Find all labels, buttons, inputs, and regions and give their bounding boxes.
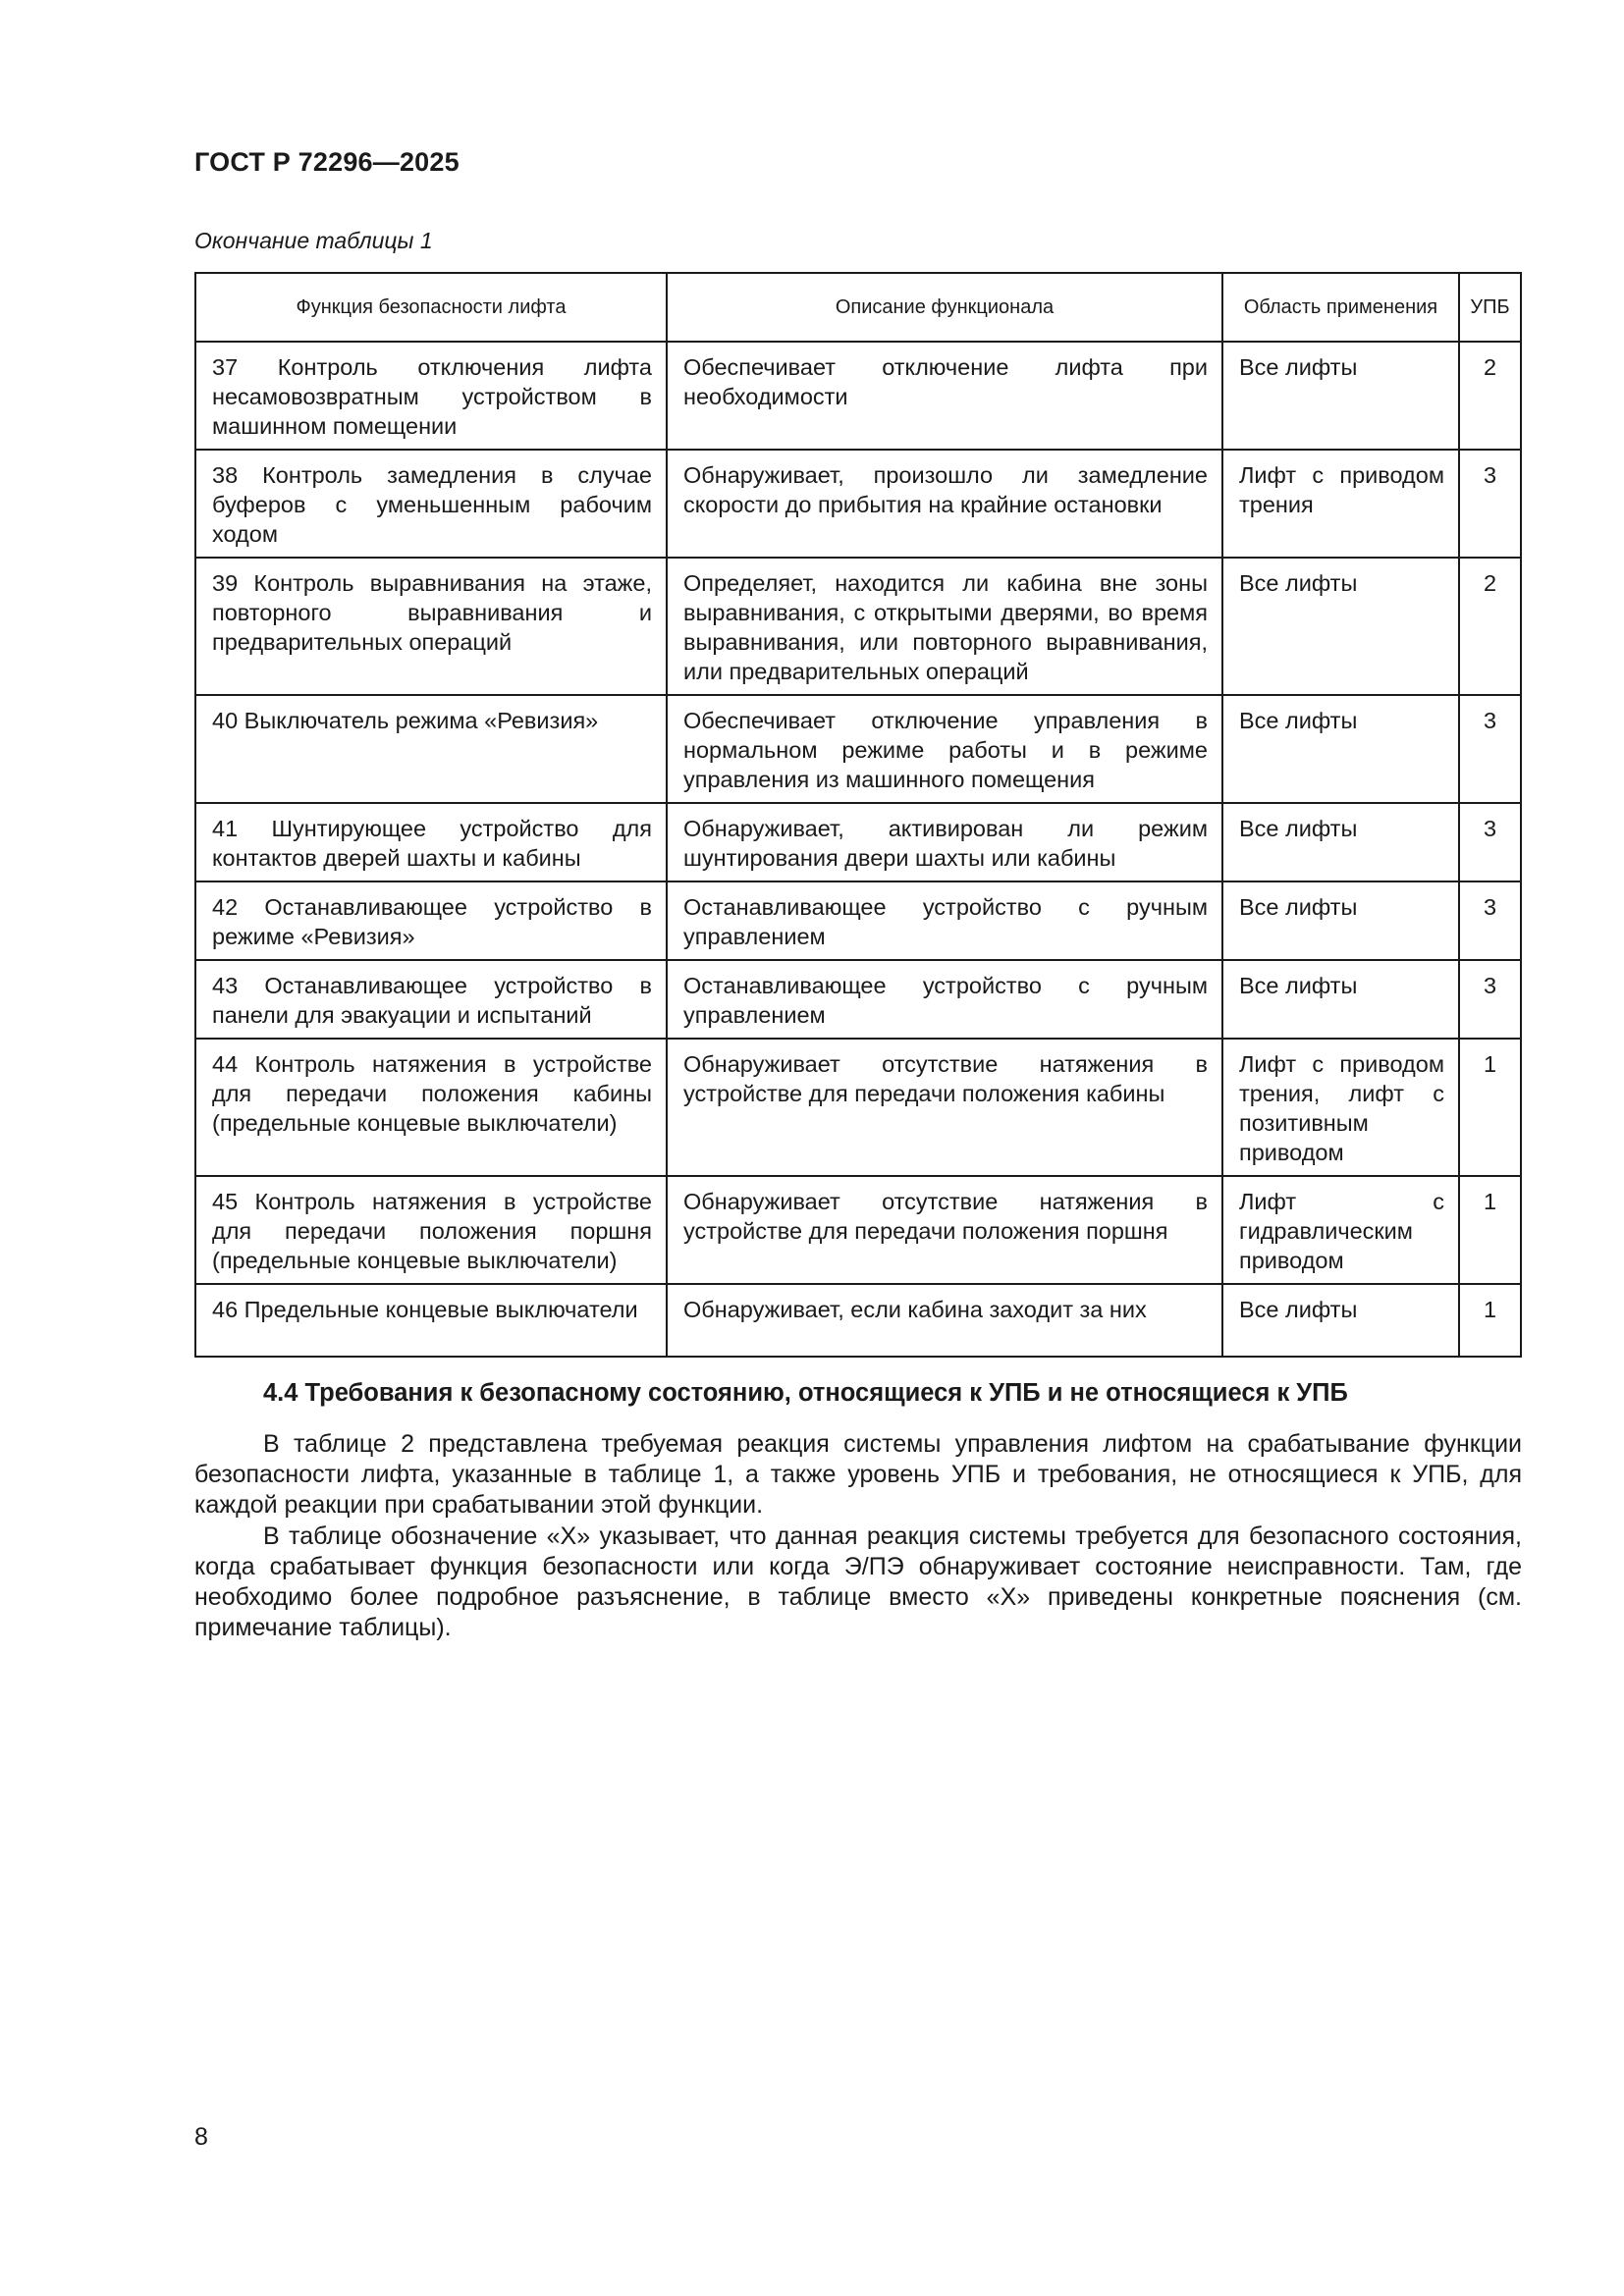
cell-area: Все лифты xyxy=(1222,558,1459,695)
table-body xyxy=(195,342,1521,1357)
cell-level: 3 xyxy=(1459,960,1521,1039)
column-header-level: УПБ xyxy=(1459,273,1521,342)
cell-description: Останавливающее устройство с ручным управлением xyxy=(667,881,1222,960)
table-row xyxy=(195,558,1521,695)
safety-functions-table xyxy=(194,272,1522,1358)
cell-level: 1 xyxy=(1459,1039,1521,1176)
table-row xyxy=(195,695,1521,803)
cell-level: 1 xyxy=(1459,1176,1521,1284)
cell-area: Все лифты xyxy=(1222,342,1459,450)
table-row xyxy=(195,450,1521,558)
table-row xyxy=(195,1284,1521,1357)
cell-level: 3 xyxy=(1459,881,1521,960)
cell-function: 42 Останавливающее устройство в режиме «Ревизия» xyxy=(195,881,667,960)
table-row xyxy=(195,342,1521,450)
cell-description: Обнаруживает, активирован ли режим шунтирования двери шахты или кабины xyxy=(667,803,1222,881)
section-paragraph: В таблице обозначение «Х» указывает, что данная реакция системы требуется для безопасного состояния, когда срабатывает функция безопасности или когда Э/ПЭ обнаруживает состояние неисправности. Там, где необходимо более подробное разъяснение, в таблице вместо «Х» приведены конкретные пояснения (см. примечание таблицы). xyxy=(194,1522,1522,1641)
table-caption: Окончание таблицы 1 xyxy=(194,228,433,253)
cell-function: 39 Контроль выравнивания на этаже, повторного выравнивания и предварительных операций xyxy=(195,558,667,695)
cell-level: 2 xyxy=(1459,342,1521,450)
table-row xyxy=(195,803,1521,881)
cell-function: 41 Шунтирующее устройство для контактов дверей шахты и кабины xyxy=(195,803,667,881)
cell-function: 40 Выключатель режима «Ревизия» xyxy=(195,695,667,803)
cell-area: Все лифты xyxy=(1222,960,1459,1039)
column-header-description: Описание функционала xyxy=(667,273,1222,342)
table-row xyxy=(195,1039,1521,1176)
cell-description: Обнаруживает отсутствие натяжения в устройстве для передачи положения кабины xyxy=(667,1039,1222,1176)
page-number: 8 xyxy=(194,2123,208,2151)
cell-area: Все лифты xyxy=(1222,695,1459,803)
document-title: ГОСТ Р 72296—2025 xyxy=(194,147,460,177)
table-header-row xyxy=(195,273,1521,342)
cell-area: Все лифты xyxy=(1222,1284,1459,1357)
table-row xyxy=(195,960,1521,1039)
cell-level: 3 xyxy=(1459,803,1521,881)
cell-description: Останавливающее устройство с ручным управлением xyxy=(667,960,1222,1039)
cell-level: 3 xyxy=(1459,695,1521,803)
cell-description: Обеспечивает отключение лифта при необходимости xyxy=(667,342,1222,450)
cell-description: Обнаруживает, если кабина заходит за них xyxy=(667,1284,1222,1357)
cell-function: 44 Контроль натяжения в устройстве для передачи положения кабины (предельные концевые выключатели) xyxy=(195,1039,667,1176)
cell-function: 43 Останавливающее устройство в панели для эвакуации и испытаний xyxy=(195,960,667,1039)
cell-function: 37 Контроль отключения лифта несамовозвратным устройством в машинном помещении xyxy=(195,342,667,450)
cell-function: 45 Контроль натяжения в устройстве для передачи положения поршня (предельные концевые выключатели) xyxy=(195,1176,667,1284)
section-heading: 4.4 Требования к безопасному состоянию, относящиеся к УПБ и не относящиеся к УПБ xyxy=(263,1379,1348,1407)
cell-description: Обнаруживает, произошло ли замедление скорости до прибытия на крайние остановки xyxy=(667,450,1222,558)
cell-level: 3 xyxy=(1459,450,1521,558)
cell-function: 38 Контроль замедления в случае буферов с уменьшенным рабочим ходом xyxy=(195,450,667,558)
cell-area: Лифт с приводом трения, лифт с позитивным приводом xyxy=(1222,1039,1459,1176)
cell-area: Лифт с гидравлическим приводом xyxy=(1222,1176,1459,1284)
column-header-area: Область применения xyxy=(1222,273,1459,342)
cell-level: 2 xyxy=(1459,558,1521,695)
cell-description: Обнаруживает отсутствие натяжения в устройстве для передачи положения поршня xyxy=(667,1176,1222,1284)
cell-description: Определяет, находится ли кабина вне зоны выравнивания, с открытыми дверями, во время выравнивания, или повторного выравнивания, или предварительных операций xyxy=(667,558,1222,695)
cell-area: Лифт с приводом трения xyxy=(1222,450,1459,558)
table-row xyxy=(195,1176,1521,1284)
section-paragraph: В таблице 2 представлена требуемая реакция системы управления лифтом на срабатывание функции безопасности лифта, указанные в таблице 1, а также уровень УПБ и требования, не относящиеся к УПБ, для каждой реакции при срабатывании этой функции. xyxy=(194,1430,1522,1519)
cell-area: Все лифты xyxy=(1222,881,1459,960)
column-header-function: Функция безопасности лифта xyxy=(195,273,667,342)
cell-description: Обеспечивает отключение управления в нормальном режиме работы и в режиме управления из машинного помещения xyxy=(667,695,1222,803)
cell-area: Все лифты xyxy=(1222,803,1459,881)
cell-function: 46 Предельные концевые выключатели xyxy=(195,1284,667,1357)
table-row xyxy=(195,881,1521,960)
cell-level: 1 xyxy=(1459,1284,1521,1357)
